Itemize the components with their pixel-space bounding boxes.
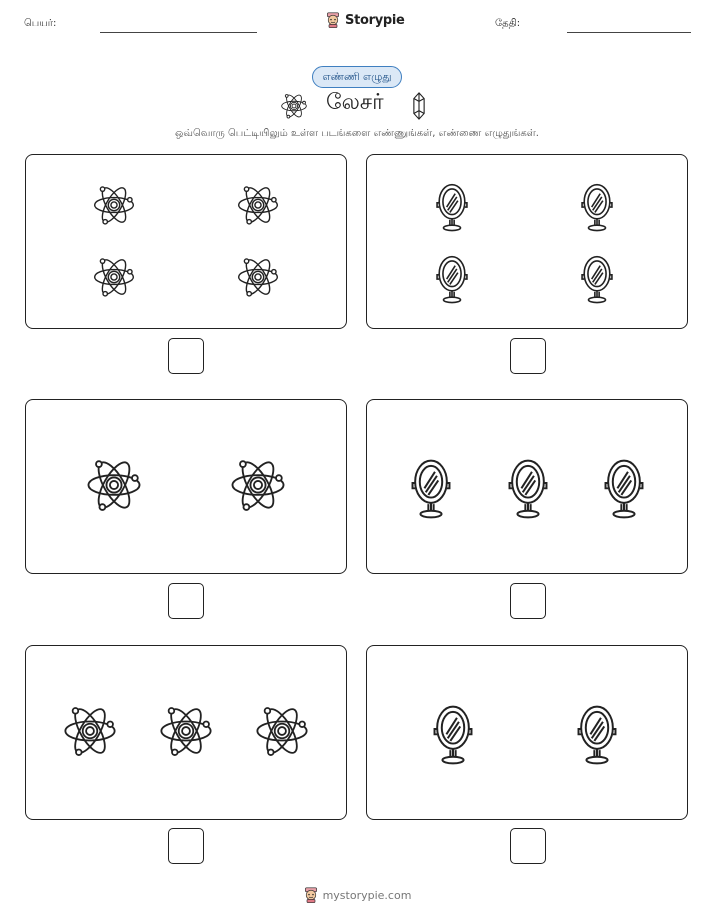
atom-icon xyxy=(92,183,136,227)
mirror-icon xyxy=(600,454,648,520)
mascot-logo-icon xyxy=(325,12,341,28)
atom-icon xyxy=(92,255,136,299)
mirror-icon xyxy=(504,454,552,520)
answer-box[interactable] xyxy=(168,828,204,864)
atom-icon xyxy=(280,92,308,120)
answer-box[interactable] xyxy=(168,583,204,619)
instruction-text: ஒவ்வொரு பெட்டியிலும் உள்ள படங்களை எண்ணுங்கள், எண்ணை எழுதுங்கள். xyxy=(175,128,539,139)
count-panel-atom-3 xyxy=(25,645,347,820)
mirror-icon xyxy=(407,454,455,520)
answer-box[interactable] xyxy=(168,338,204,374)
atom-icon xyxy=(236,255,280,299)
mirror-icon xyxy=(436,251,468,305)
footer xyxy=(0,887,714,903)
footer-site[interactable]: mystorypie.com xyxy=(322,888,412,902)
worksheet-tag: எண்ணி எழுது xyxy=(312,66,402,88)
answer-box[interactable] xyxy=(510,828,546,864)
brand-logo xyxy=(325,12,405,28)
count-panel-mirror-4 xyxy=(366,154,688,329)
atom-icon xyxy=(158,703,214,759)
mirror-icon xyxy=(581,179,613,233)
atom-icon xyxy=(85,456,143,514)
answer-box[interactable] xyxy=(510,583,546,619)
mascot-logo-icon xyxy=(303,887,319,903)
name-label: பெயர்: xyxy=(24,18,57,29)
count-panel-atom-4 xyxy=(25,154,347,329)
brand-name: Storypie xyxy=(345,12,405,28)
answer-box[interactable] xyxy=(510,338,546,374)
atom-icon xyxy=(62,703,118,759)
mirror-icon xyxy=(575,700,619,766)
page-title: லேசர் xyxy=(326,90,384,115)
atom-icon xyxy=(236,183,280,227)
atom-icon xyxy=(229,456,287,514)
atom-icon xyxy=(254,703,310,759)
count-panel-atom-2 xyxy=(25,399,347,574)
crystal-icon xyxy=(412,91,426,121)
count-panel-mirror-2 xyxy=(366,645,688,820)
date-label: தேதி: xyxy=(495,18,521,29)
title-row xyxy=(0,90,714,120)
mirror-icon xyxy=(431,700,475,766)
mirror-icon xyxy=(581,251,613,305)
count-panel-mirror-3 xyxy=(366,399,688,574)
mirror-icon xyxy=(436,179,468,233)
name-line[interactable] xyxy=(100,32,257,33)
date-line[interactable] xyxy=(567,32,691,33)
